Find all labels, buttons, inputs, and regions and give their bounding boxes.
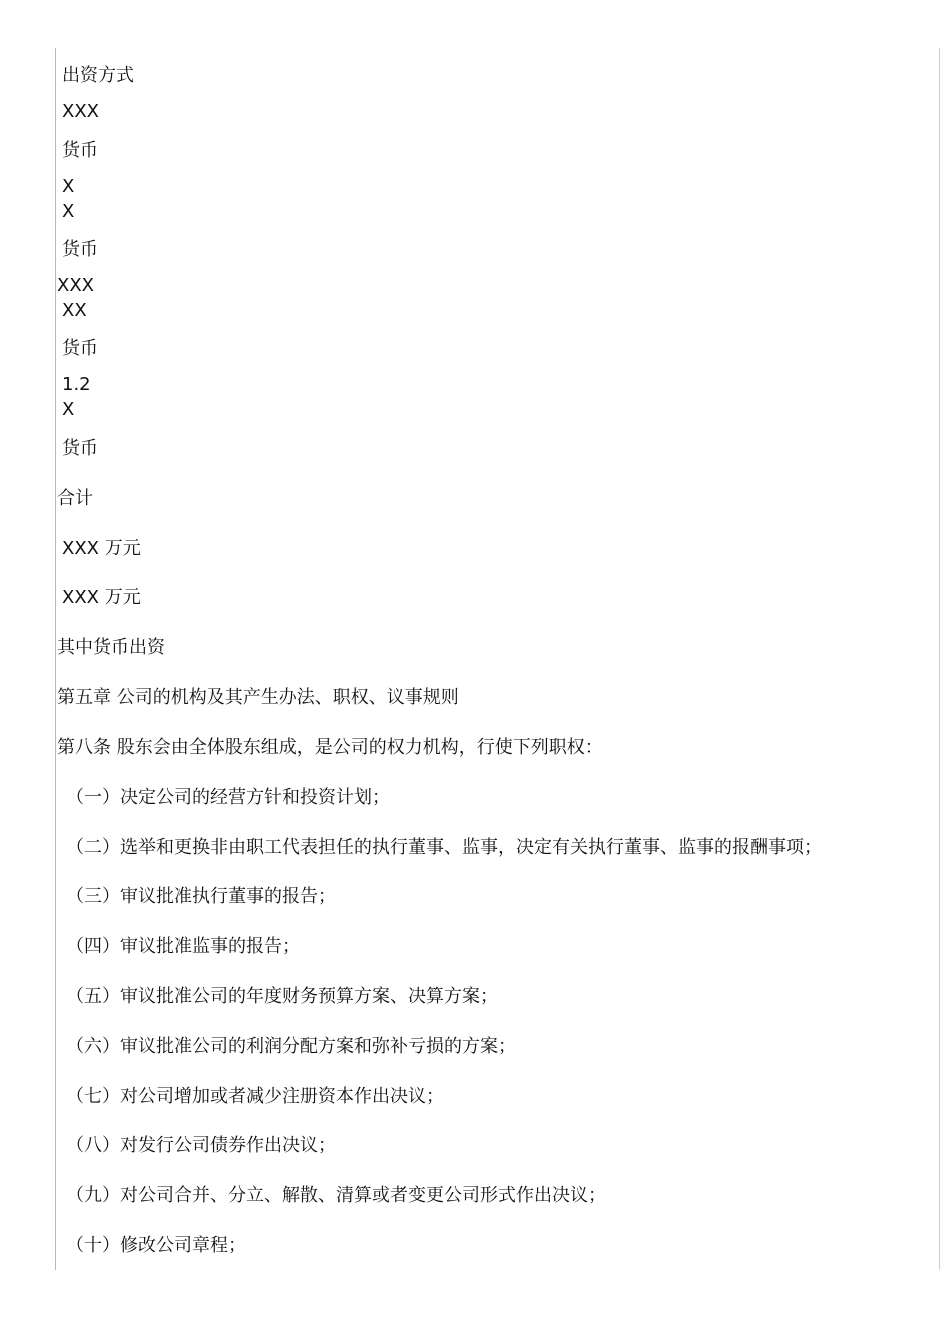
article-8-item-7: （七）对公司增加或者减少注册资本作出决议； bbox=[66, 1086, 444, 1107]
table-cash-contribution-label: 其中货币出资 bbox=[57, 637, 165, 658]
table-total-amount-2: XXX 万元 bbox=[62, 587, 141, 608]
article-8-item-8: （八）对发行公司债券作出决议； bbox=[66, 1135, 336, 1156]
table-row-3-name-a: XXX bbox=[57, 275, 94, 296]
article-8-item-4: （四）审议批准监事的报告； bbox=[66, 936, 300, 957]
article-8-item-5: （五）审议批准公司的年度财务预算方案、决算方案； bbox=[66, 986, 498, 1007]
table-row-3-method: 货币 bbox=[62, 338, 98, 359]
table-row-1-name: XXX bbox=[62, 101, 99, 122]
table-row-2-line2: X bbox=[62, 201, 75, 222]
table-row-2-method: 货币 bbox=[62, 239, 98, 260]
table-header-contribution-method: 出资方式 bbox=[62, 65, 134, 86]
table-right-border bbox=[939, 48, 940, 1270]
article-8-intro: 第八条 股东会由全体股东组成，是公司的权力机构，行使下列职权： bbox=[57, 737, 603, 758]
chapter-5-title: 第五章 公司的机构及其产生办法、职权、议事规则 bbox=[57, 687, 459, 708]
table-row-3-name-b: XX bbox=[62, 300, 87, 321]
article-8-item-9: （九）对公司合并、分立、解散、清算或者变更公司形式作出决议； bbox=[66, 1185, 606, 1206]
article-8-item-6: （六）审议批准公司的利润分配方案和弥补亏损的方案； bbox=[66, 1036, 516, 1057]
table-row-1-method: 货币 bbox=[62, 140, 98, 161]
table-row-4-line2: X bbox=[62, 399, 75, 420]
table-left-border bbox=[55, 48, 56, 1270]
article-8-item-10: （十）修改公司章程； bbox=[66, 1235, 246, 1256]
article-8-item-1: （一）决定公司的经营方针和投资计划； bbox=[66, 787, 390, 808]
table-row-4-line1: 1.2 bbox=[62, 374, 91, 395]
article-8-item-3: （三）审议批准执行董事的报告； bbox=[66, 886, 336, 907]
table-row-4-method: 货币 bbox=[62, 438, 98, 459]
table-total-label: 合计 bbox=[57, 488, 93, 509]
table-row-2-line1: X bbox=[62, 176, 75, 197]
article-8-item-2: （二）选举和更换非由职工代表担任的执行董事、监事，决定有关执行董事、监事的报酬事项； bbox=[66, 837, 822, 858]
table-total-amount-1: XXX 万元 bbox=[62, 538, 141, 559]
